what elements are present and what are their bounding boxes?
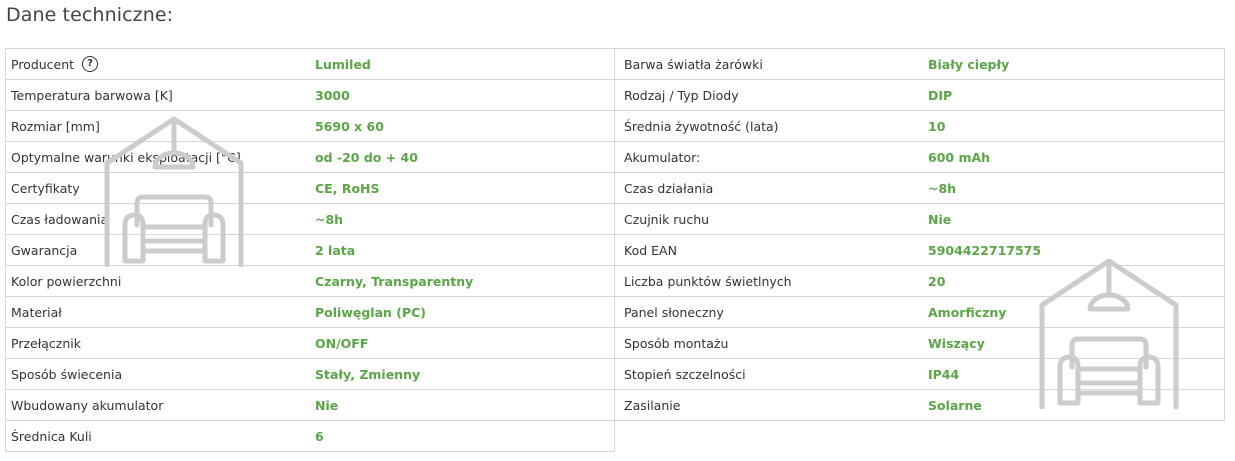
spec-row [5, 173, 615, 204]
spec-label: Sposób świecenia [11, 366, 123, 382]
spec-row [615, 204, 1225, 235]
spec-label: Kolor powierzchni [11, 273, 122, 289]
specs-column-left [5, 48, 615, 452]
spec-row [5, 266, 615, 297]
spec-label: Liczba punktów świetlnych [624, 273, 792, 289]
spec-row [5, 80, 615, 111]
spec-row [5, 328, 615, 359]
spec-label: Kod EAN [624, 242, 677, 258]
spec-value: Biały ciepły [928, 56, 1010, 72]
spec-row [615, 235, 1225, 266]
spec-row [5, 390, 615, 421]
spec-row [615, 359, 1225, 390]
spec-row [5, 421, 615, 452]
spec-value: ~8h [928, 180, 957, 196]
spec-value: Solarne [928, 397, 982, 413]
spec-label: Średnia żywotność (lata) [624, 118, 779, 134]
spec-row [615, 142, 1225, 173]
spec-label: Rozmiar [mm] [11, 118, 100, 134]
spec-row [5, 204, 615, 235]
spec-value: Nie [928, 211, 952, 227]
spec-row [615, 266, 1225, 297]
spec-label: Optymalne warunki eksploatacji [°C] [11, 149, 241, 165]
spec-label: Średnica Kuli [11, 428, 92, 444]
spec-value: 2 lata [315, 242, 356, 258]
spec-value: IP44 [928, 366, 960, 382]
spec-value: od -20 do + 40 [315, 149, 418, 165]
spec-row [615, 173, 1225, 204]
spec-row [5, 297, 615, 328]
spec-label: Czas działania [624, 180, 714, 196]
spec-row [615, 111, 1225, 142]
spec-row [5, 48, 615, 80]
spec-label: Gwarancja [11, 242, 78, 258]
spec-label: Temperatura barwowa [K] [11, 87, 173, 103]
spec-value: CE, RoHS [315, 180, 380, 196]
spec-row [615, 328, 1225, 359]
spec-value: ~8h [315, 211, 344, 227]
spec-label: Czujnik ruchu [624, 211, 710, 227]
spec-row [615, 390, 1225, 421]
spec-value: 5904422717575 [928, 242, 1042, 258]
spec-value: Lumiled [315, 56, 371, 72]
specs-column-right [615, 48, 1225, 421]
spec-label: Certyfikaty [11, 180, 80, 196]
spec-value: 5690 x 60 [315, 118, 384, 134]
spec-value: 10 [928, 118, 946, 134]
spec-row [5, 111, 615, 142]
spec-label: Wbudowany akumulator [11, 397, 164, 413]
spec-label: Przełącznik [11, 335, 81, 351]
spec-label: Czas ładowania [11, 211, 109, 227]
spec-row [615, 297, 1225, 328]
page-heading: Dane techniczne: [6, 4, 174, 26]
spec-value: Amorficzny [928, 304, 1007, 320]
spec-label: Stopień szczelności [624, 366, 746, 382]
spec-value: Poliwęglan (PC) [315, 304, 427, 320]
spec-row [5, 235, 615, 266]
spec-value: Wiszący [928, 335, 985, 351]
spec-value: 600 mAh [928, 149, 991, 165]
spec-row [615, 80, 1225, 111]
spec-label: Materiał [11, 304, 62, 320]
spec-label: Panel słoneczny [624, 304, 724, 320]
spec-label: Rodzaj / Typ Diody [624, 87, 739, 103]
spec-label: Akumulator: [624, 149, 701, 165]
spec-value: ON/OFF [315, 335, 369, 351]
spec-value: Czarny, Transparentny [315, 273, 474, 289]
spec-label: Producent ? [11, 49, 98, 79]
spec-value: DIP [928, 87, 953, 103]
spec-value: 20 [928, 273, 946, 289]
spec-label: Sposób montażu [624, 335, 729, 351]
spec-row [5, 359, 615, 390]
spec-value: Stały, Zmienny [315, 366, 421, 382]
spec-label: Barwa światła żarówki [624, 56, 763, 72]
spec-label: Zasilanie [624, 397, 681, 413]
spec-row [5, 142, 615, 173]
spec-value: 6 [315, 428, 324, 444]
spec-row [615, 48, 1225, 80]
spec-value: 3000 [315, 87, 350, 103]
question-circle-icon[interactable]: ? [82, 56, 98, 72]
spec-value: Nie [315, 397, 339, 413]
